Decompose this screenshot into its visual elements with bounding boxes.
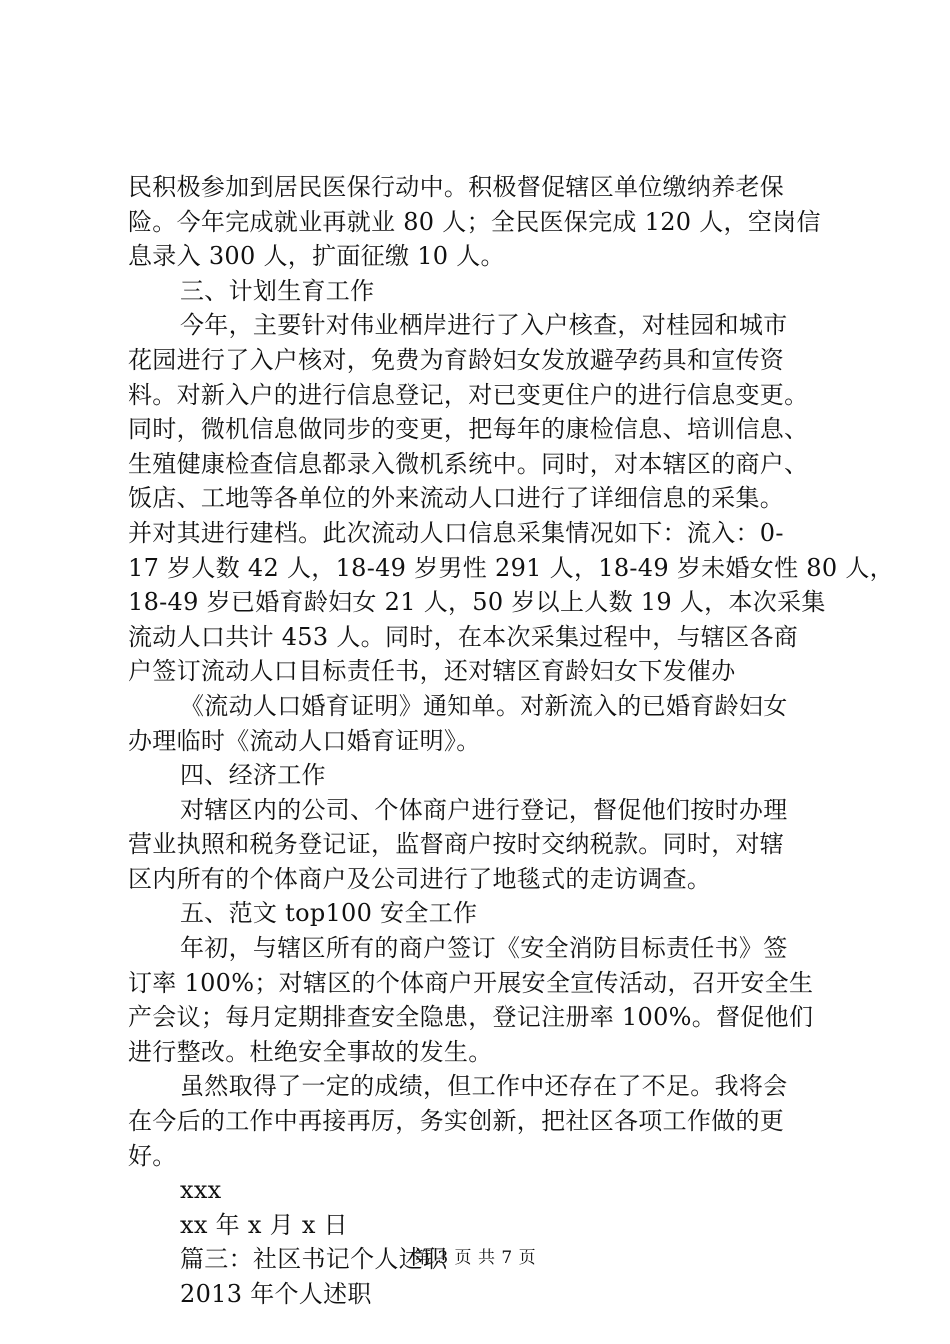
text-line: 同时，微机信息做同步的变更，把每年的康检信息、培训信息、 xyxy=(128,415,809,444)
text-line: 对辖区内的公司、个体商户进行登记，督促他们按时办理 xyxy=(180,795,788,824)
text-line: 户签订流动人口目标责任书，还对辖区育龄妇女下发催办 xyxy=(128,657,736,686)
text-line: 生殖健康检查信息都录入微机系统中。同时，对本辖区的商户、 xyxy=(128,449,809,478)
text-line: 料。对新入户的进行信息登记，对已变更住户的进行信息变更。 xyxy=(128,380,809,409)
text-line: 在今后的工作中再接再厉，务实创新，把社区各项工作做的更 xyxy=(128,1107,785,1136)
section-heading-family-planning: 三、计划生育工作 xyxy=(180,276,375,305)
section-heading-economy: 四、经济工作 xyxy=(180,761,326,790)
text-line: 年初，与辖区所有的商户签订《安全消防目标责任书》签 xyxy=(180,934,788,963)
section-heading-safety: 五、范文 top100 安全工作 xyxy=(180,899,478,928)
text-line: 营业执照和税务登记证，监督商户按时交纳税款。同时，对辖 xyxy=(128,830,785,859)
text-line: 虽然取得了一定的成绩，但工作中还存在了不足。我将会 xyxy=(180,1072,788,1101)
text-line: 好。 xyxy=(128,1141,177,1170)
page-number-footer: 第 3 页 共 7 页 xyxy=(413,1248,537,1268)
text-line: 17 岁人数 42 人，18-49 岁男性 291 人，18-49 岁未婚女性 80 人， xyxy=(128,553,894,582)
text-line: 并对其进行建档。此次流动人口信息采集情况如下：流入：0- xyxy=(128,518,784,547)
text-line: 办理临时《流动人口婚育证明》。 xyxy=(128,726,481,755)
text-line: 流动人口共计 453 人。同时，在本次采集过程中，与辖区各商 xyxy=(128,622,799,651)
text-line: 险。今年完成就业再就业 80 人；全民医保完成 120 人，空岗信 xyxy=(128,207,821,236)
text-line: 订率 100%；对辖区的个体商户开展安全宣传活动，召开安全生 xyxy=(128,968,814,997)
text-line: 饭店、工地等各单位的外来流动人口进行了详细信息的采集。 xyxy=(128,484,785,513)
text-line: 息录入 300 人，扩面征缴 10 人。 xyxy=(128,242,505,271)
text-line: 花园进行了入户核对，免费为育龄妇女发放避孕药具和宣传资 xyxy=(128,345,785,374)
text-line: 民积极参加到居民医保行动中。积极督促辖区单位缴纳养老保 xyxy=(128,173,785,201)
signature-date: xx 年 x 月 x 日 xyxy=(180,1210,348,1239)
text-line: 《流动人口婚育证明》通知单。对新流入的已婚育龄妇女 xyxy=(180,691,788,720)
chapter-title: 篇三：社区书记个人述职 xyxy=(180,1245,448,1274)
text-line: 区内所有的个体商户及公司进行了地毯式的走访调查。 xyxy=(128,864,712,893)
document-body xyxy=(128,170,894,1312)
text-line: 产会议；每月定期排查安全隐患，登记注册率 100%。督促他们 xyxy=(128,1003,814,1032)
text-line: 18-49 岁已婚育龄妇女 21 人，50 岁以上人数 19 人，本次采集 xyxy=(128,588,826,617)
text-line: 进行整改。杜绝安全事故的发生。 xyxy=(128,1037,493,1066)
signature-name: xxx xyxy=(180,1176,222,1205)
report-title: 2013 年个人述职 xyxy=(180,1280,372,1308)
text-line: 今年，主要针对伟业栖岸进行了入户核查，对桂园和城市 xyxy=(180,311,788,340)
